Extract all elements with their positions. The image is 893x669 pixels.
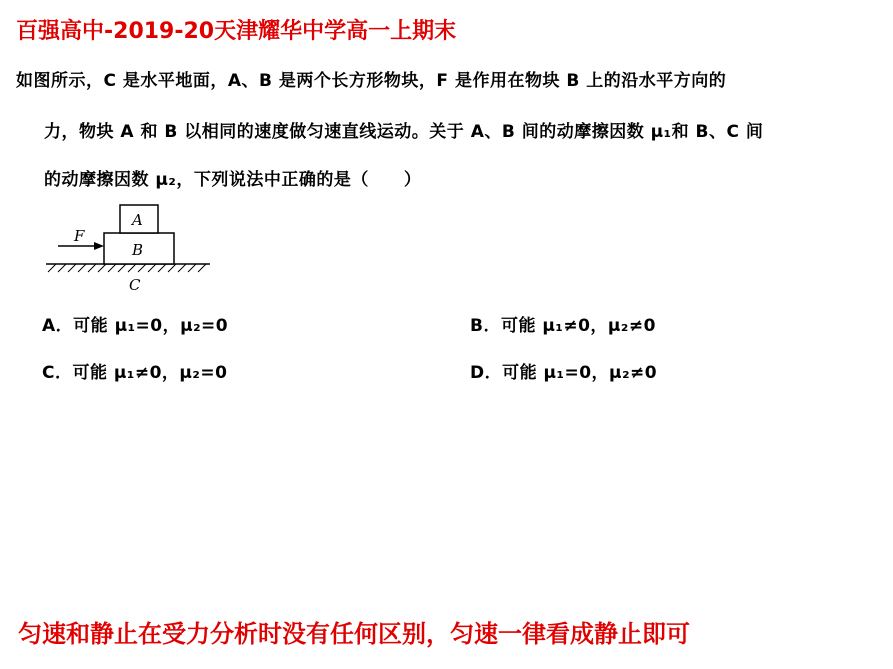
label-f: F bbox=[74, 227, 85, 245]
label-c: C bbox=[129, 276, 141, 294]
ground-hatch bbox=[48, 264, 206, 272]
force-arrowhead bbox=[94, 242, 104, 250]
option-b[interactable]: B．可能 μ₁≠0，μ₂≠0 bbox=[470, 316, 656, 336]
question-line-2: 力，物块 A 和 B 以相同的速度做匀速直线运动。关于 A、B 间的动摩擦因数 μ₁和 B、C 间 bbox=[44, 122, 764, 142]
option-a[interactable]: A．可能 μ₁=0，μ₂=0 bbox=[42, 316, 229, 336]
question-line-1: 如图所示，C 是水平地面，A、B 是两个长方形物块，F 是作用在物块 B 上的沿水平方向的 bbox=[16, 71, 727, 91]
label-a: A bbox=[132, 211, 143, 229]
question-line-3: 的动摩擦因数 μ₂，下列说法中正确的是（ ） bbox=[44, 170, 422, 190]
physics-diagram bbox=[40, 196, 220, 296]
option-d[interactable]: D．可能 μ₁=0，μ₂≠0 bbox=[470, 363, 658, 383]
teaching-note: 匀速和静止在受力分析时没有任何区别，匀速一律看成静止即可 bbox=[18, 620, 690, 648]
label-b: B bbox=[132, 241, 144, 259]
option-c[interactable]: C．可能 μ₁≠0，μ₂=0 bbox=[42, 363, 228, 383]
page-header: 百强高中-2019-20天津耀华中学高一上期末 bbox=[16, 19, 457, 44]
